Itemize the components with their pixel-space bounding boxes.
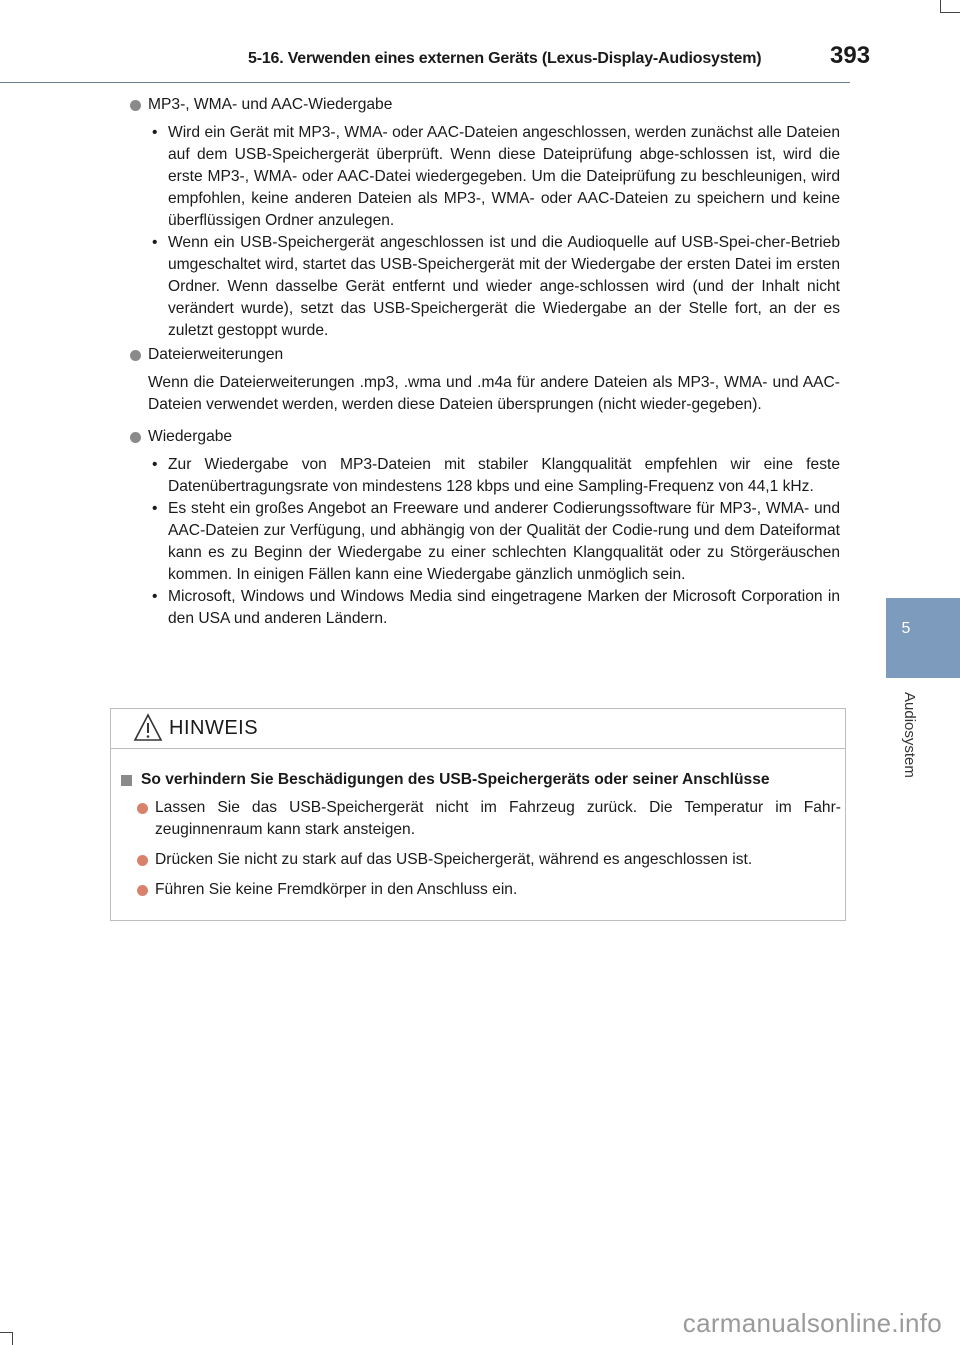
list-item-text: Wird ein Gerät mit MP3-, WMA- oder AAC-Dateien angeschlossen, werden zunächst alle Dateien auf dem USB-Speichergerät überprüft. Wenn diese Dateiprüfung abge-schlossen ist, wird die erste MP3-, WMA- oder AAC-Datei wiedergegeben. Um die Dateiprüfung zu beschleunigen, wird empfohlen, keine anderen Dateien als MP3-, WMA- oder AAC-Dateien zu speichern und keine überflüssigen Ordner anzulegen. — [168, 124, 840, 229]
bullet-icon — [137, 885, 148, 896]
list-item: • Wenn ein USB-Speichergerät angeschlossen ist und die Audioquelle auf USB-Spei-cher-Betrieb umgeschaltet wird, startet das USB-Speichergerät mit der Wiedergabe der ersten Datei im ersten Ordner. Wenn dasselbe Gerät entfernt und wieder ange-schlossen wird (und der Inhalt nicht verändert wurde), setzt das USB-Speichergerät die Wiedergabe an der Stelle fort, an der es zuletzt gestoppt wurde. — [152, 234, 840, 339]
list-item-text: Microsoft, Windows und Windows Media sind eingetragene Marken der Microsoft Corporation in den USA und anderen Ländern. — [168, 588, 840, 627]
bullet-icon — [130, 350, 141, 361]
bullet-icon — [130, 100, 141, 111]
crop-mark — [940, 0, 941, 12]
notice-title: HINWEIS — [169, 717, 259, 739]
list-item: • Zur Wiedergabe von MP3-Dateien mit stabiler Klangqualität empfehlen wir eine feste Datenübertragungsrate von mindestens 128 kbps und eine Sampling-Frequenz von 44,1 kHz. — [152, 456, 840, 495]
chapter-label-text: Audiosystem — [901, 692, 918, 778]
list-item: • Microsoft, Windows und Windows Media sind eingetragene Marken der Microsoft Corporation in den USA und anderen Ländern. — [152, 588, 840, 627]
notice-box — [110, 708, 846, 921]
list-item-text: Zur Wiedergabe von MP3-Dateien mit stabiler Klangqualität empfehlen wir eine feste Datenübertragungsrate von mindestens 128 kbps und eine Sampling-Frequenz von 44,1 kHz. — [168, 456, 840, 495]
notice-heading-text: So verhindern Sie Beschädigungen des USB-Speichergeräts oder seiner Anschlüsse — [141, 771, 770, 788]
list-item-text: Wenn ein USB-Speichergerät angeschlossen ist und die Audioquelle auf USB-Spei-cher-Betrieb umgeschaltet wird, startet das USB-Speichergerät mit der Wiedergabe der ersten Datei im ersten Ordner. Wenn dasselbe Gerät entfernt und wieder ange-schlossen wird (und der Inhalt nicht verändert wurde), setzt das USB-Speichergerät die Wiedergabe an der Stelle fort, an der es zuletzt gestoppt wurde. — [168, 234, 840, 339]
section-heading — [128, 94, 840, 116]
section-heading-text: MP3-, WMA- und AAC-Wiedergabe — [148, 96, 393, 113]
notice-body — [121, 769, 841, 901]
page-header-title: 5-16. Verwenden eines externen Geräts (Lexus-Display-Audiosystem) — [248, 50, 762, 67]
chapter-label — [898, 692, 918, 796]
bullet-icon — [130, 432, 141, 443]
warning-icon — [133, 713, 163, 743]
notice-item-text: Drücken Sie nicht zu stark auf das USB-Speichergerät, während es angeschlossen ist. — [155, 851, 753, 868]
bullet-list — [128, 454, 840, 630]
list-item-text: Es steht ein großes Angebot an Freeware und anderer Codierungssoftware für MP3-, WMA- und AAC-Dateien zur Verfügung, und abhängig von der Qualität der Codie-rung und dem Dateiformat kann es zu Beginn der Wiedergabe zu einer schlechten Klangqualität oder zu Störgeräuschen kommen. In einigen Fällen kann eine Wiedergabe gänzlich unmöglich sein. — [168, 500, 840, 583]
section-heading-text: Wiedergabe — [148, 428, 233, 445]
section-heading-text: Dateierweiterungen — [148, 346, 284, 363]
notice-item — [121, 797, 841, 841]
list-item: • Wird ein Gerät mit MP3-, WMA- oder AAC-Dateien angeschlossen, werden zunächst alle Dateien auf dem USB-Speichergerät überprüft. Wenn diese Dateiprüfung abge-schlossen ist, wird die erste MP3-, WMA- oder AAC-Datei wiedergegeben. Um die Dateiprüfung zu beschleunigen, wird empfohlen, keine anderen Dateien als MP3-, WMA- oder AAC-Dateien zu speichern und keine überflüssigen Ordner anzulegen. — [152, 124, 840, 229]
bullet-icon — [137, 855, 148, 866]
square-bullet-icon — [121, 775, 132, 786]
section-heading — [128, 426, 840, 448]
notice-heading — [121, 769, 841, 791]
notice-item — [121, 879, 841, 901]
list-item: • Es steht ein großes Angebot an Freeware und anderer Codierungssoftware für MP3-, WMA- und AAC-Dateien zur Verfügung, und abhängig von der Qualität der Codie-rung und dem Dateiformat kann es zu Beginn der Wiedergabe zu einer schlechten Klangqualität oder zu Störgeräuschen kommen. In einigen Fällen kann eine Wiedergabe gänzlich unmöglich sein. — [152, 500, 840, 583]
header-divider — [0, 82, 850, 83]
main-content — [128, 94, 840, 630]
paragraph: Wenn die Dateierweiterungen .mp3, .wma und .m4a für andere Dateien als MP3-, WMA- und AAC-Dateien verwendet werden, werden diese Dateien übersprungen (nicht wieder-gegeben). — [148, 374, 840, 413]
notice-header — [111, 709, 845, 749]
section-heading — [128, 344, 840, 366]
notice-item-text: Führen Sie keine Fremdkörper in den Anschluss ein. — [155, 881, 518, 898]
crop-mark — [12, 1332, 13, 1345]
notice-item-text: Lassen Sie das USB-Speichergerät nicht im Fahrzeug zurück. Die Temperatur im Fahr-zeuginnenraum kann stark ansteigen. — [155, 799, 841, 838]
notice-item — [121, 849, 841, 871]
bullet-list — [128, 122, 840, 342]
chapter-tab[interactable] — [886, 598, 960, 678]
crop-mark — [940, 12, 960, 13]
bullet-icon — [137, 803, 148, 814]
crop-mark — [0, 1332, 12, 1333]
watermark: carmanualsonline.info — [682, 1308, 942, 1338]
page-number: 393 — [830, 42, 871, 69]
chapter-number: 5 — [901, 620, 911, 637]
